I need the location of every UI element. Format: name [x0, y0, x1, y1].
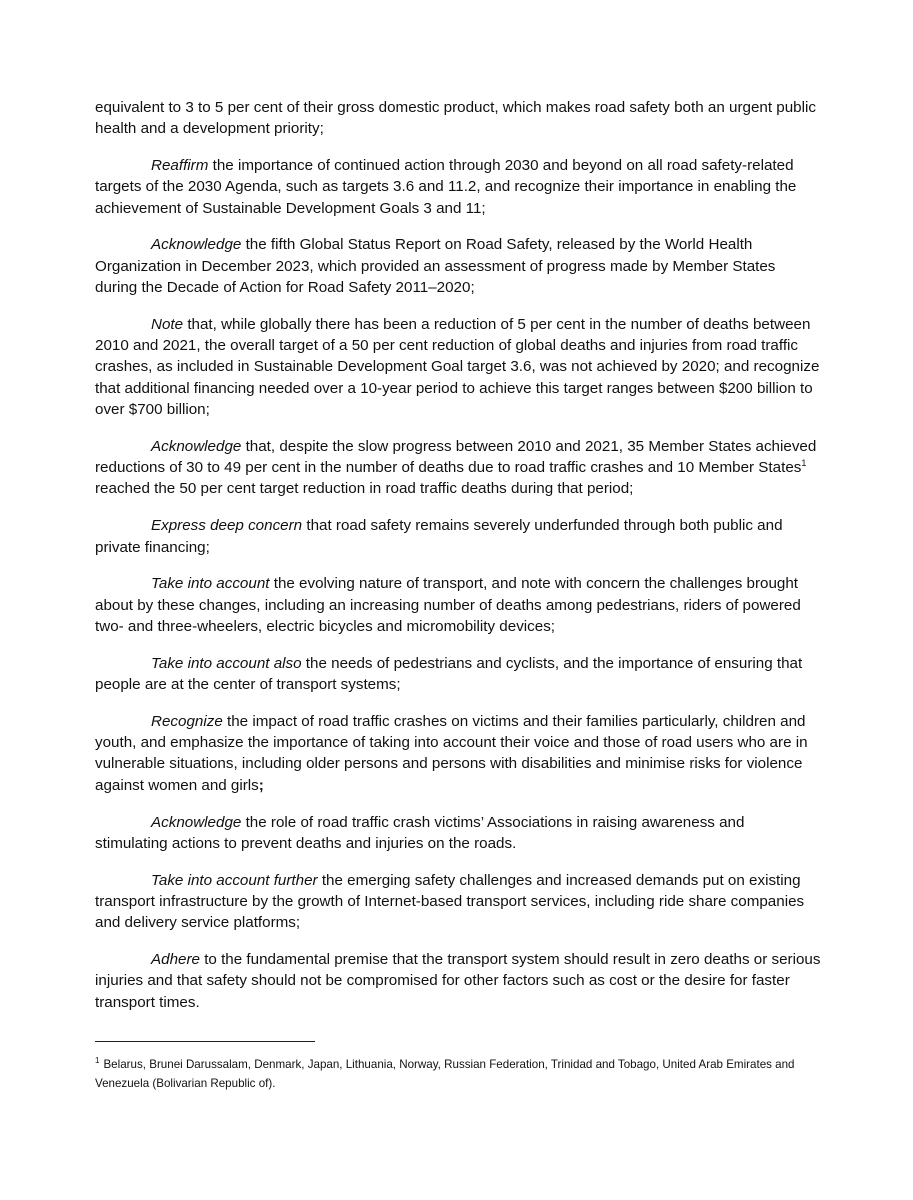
- paragraph-acknowledge-associations: [95, 812, 821, 855]
- paragraph-recognize: [95, 711, 821, 796]
- footnote-marker: 1: [95, 1056, 100, 1066]
- paragraph-take-into-account-also: [95, 653, 821, 696]
- paragraph-text: to the fundamental premise that the transport system should result in zero deaths or serious injuries and that safety should not be compromised for other factors such as cost or the desire for faster transport times.: [95, 951, 821, 1011]
- paragraph-acknowledge-progress: [95, 436, 821, 500]
- paragraph-text: that road safety remains severely underfunded through both public and private financing;: [95, 517, 783, 556]
- paragraph-adhere: [95, 949, 821, 1013]
- paragraph-lead: Take into account also: [151, 654, 302, 672]
- paragraph-reaffirm: [95, 155, 821, 219]
- paragraph-lead: Acknowledge: [151, 236, 242, 254]
- footnote-text: Belarus, Brunei Darussalam, Denmark, Japan, Lithuania, Norway, Russian Federation, Trinidad and Tobago, United Arab Emirates and Venezuela (Bolivarian Republic of).: [95, 1058, 795, 1090]
- paragraph-lead: Take into account: [151, 575, 270, 593]
- paragraph-lead: Adhere: [151, 951, 200, 968]
- paragraph-express-concern: [95, 515, 821, 558]
- footnote: [95, 1056, 825, 1093]
- paragraph-text: that, while globally there has been a reduction of 5 per cent in the number of deaths between 2010 and 2021, the overall target of a 50 per cent reduction of global deaths and injuries from road traffic crashes, as included in Sustainable Development Goal target 3.6, was not achieved by 2020; and recognize that additional financing needed over a 10-year period to achieve this target ranges between $200 billion to over $700 billion;: [95, 315, 820, 419]
- paragraph-take-into-account: [95, 573, 821, 637]
- paragraph-take-into-account-further: [95, 870, 821, 934]
- paragraph-lead: Take into account further: [151, 871, 318, 889]
- paragraph-text: the emerging safety challenges and increased demands put on existing transport infrastructure by the growth of Internet-based transport services, including ride share companies and delivery service platforms;: [95, 871, 805, 932]
- paragraph-text-after: reached the 50 per cent target reduction in road traffic deaths during that period;: [95, 480, 634, 498]
- footnote-reference[interactable]: 1: [801, 458, 807, 469]
- paragraph-lead: Express deep concern: [151, 517, 303, 535]
- paragraph-bold-tail: ;: [258, 776, 264, 794]
- paragraph-lead: Acknowledge: [151, 813, 242, 831]
- paragraph-text: the importance of continued action through 2030 and beyond on all road safety-related targets of the 2030 Agenda, such as targets 3.6 and 11.2, and recognize their importance in enabling the achievement of Sustainable Development Goals 3 and 11;: [95, 157, 797, 217]
- paragraph-lead: Note: [151, 315, 184, 333]
- paragraph-lead: Reaffirm: [151, 157, 209, 175]
- footnote-separator: [95, 1041, 315, 1042]
- paragraph-text: the needs of pedestrians and cyclists, and the importance of ensuring that people are at the center of transport systems;: [95, 654, 803, 694]
- paragraph-note: [95, 314, 821, 420]
- paragraph-text: equivalent to 3 to 5 per cent of their gross domestic product, which makes road safety both an urgent public health and a development priority;: [95, 99, 816, 138]
- document-body: [95, 97, 821, 1028]
- paragraph-continuation: [95, 97, 821, 140]
- paragraph-text: that, despite the slow progress between 2010 and 2021, 35 Member States achieved reductions of 30 to 49 per cent in the number of deaths due to road traffic crashes and 10 Member States: [95, 437, 817, 477]
- paragraph-text: the role of road traffic crash victims’ Associations in raising awareness and stimulating actions to prevent deaths and injuries on the roads.: [95, 813, 745, 852]
- paragraph-text: the evolving nature of transport, and note with concern the challenges brought about by these changes, including an increasing number of deaths among pedestrians, riders of powered two- and three-wheelers, electric bicycles and micromobility devices;: [95, 575, 801, 635]
- paragraph-lead: Recognize: [151, 712, 223, 730]
- paragraph-lead: Acknowledge: [151, 437, 242, 455]
- paragraph-text: the fifth Global Status Report on Road Safety, released by the World Health Organization in December 2023, which provided an assessment of progress made by Member States during the Decade of Action for Road Safety 2011–2020;: [95, 236, 776, 297]
- paragraph-acknowledge-report: [95, 234, 821, 298]
- paragraph-text: the impact of road traffic crashes on victims and their families particularly, children and youth, and emphasize the importance of taking into account their voice and those of road users who are in vulnerable situations, including older persons and persons with disabilities and minimise risks for violence against women and girls: [95, 712, 808, 794]
